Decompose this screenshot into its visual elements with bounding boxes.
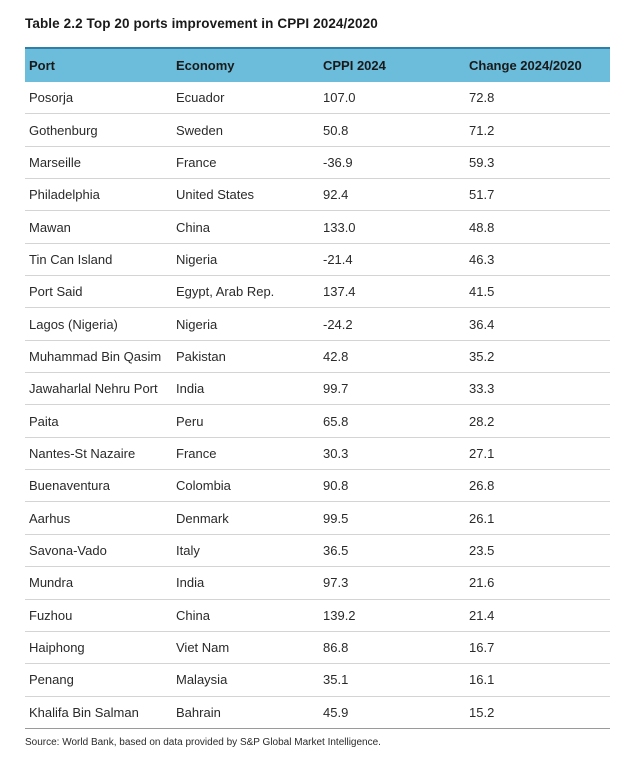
- cppi-2024-cell: 36.5: [319, 534, 465, 566]
- port-cell: Fuzhou: [25, 599, 172, 631]
- economy-cell: United States: [172, 179, 319, 211]
- port-cell: Tin Can Island: [25, 243, 172, 275]
- change-cell: 59.3: [465, 146, 610, 178]
- economy-cell: Colombia: [172, 470, 319, 502]
- port-cell: Muhammad Bin Qasim: [25, 340, 172, 372]
- table-row: [25, 340, 610, 372]
- change-cell: 51.7: [465, 179, 610, 211]
- column-header-port: Port: [29, 58, 55, 73]
- port-cell: Posorja: [25, 82, 172, 114]
- port-cell: Paita: [25, 405, 172, 437]
- port-cell: Port Said: [25, 276, 172, 308]
- cppi-2024-cell: 99.5: [319, 502, 465, 534]
- change-cell: 26.1: [465, 502, 610, 534]
- economy-cell: Nigeria: [172, 308, 319, 340]
- cppi-2024-cell: -24.2: [319, 308, 465, 340]
- cppi-2024-cell: 137.4: [319, 276, 465, 308]
- table-body: [25, 82, 610, 728]
- cppi-2024-cell: 97.3: [319, 567, 465, 599]
- port-cell: Jawaharlal Nehru Port: [25, 373, 172, 405]
- change-cell: 21.4: [465, 599, 610, 631]
- change-cell: 41.5: [465, 276, 610, 308]
- change-cell: 48.8: [465, 211, 610, 243]
- economy-cell: Malaysia: [172, 664, 319, 696]
- change-cell: 15.2: [465, 696, 610, 728]
- port-cell: Savona-Vado: [25, 534, 172, 566]
- change-cell: 26.8: [465, 470, 610, 502]
- table-row: [25, 502, 610, 534]
- economy-cell: Pakistan: [172, 340, 319, 372]
- table-row: [25, 437, 610, 469]
- cppi-2024-cell: 92.4: [319, 179, 465, 211]
- change-cell: 72.8: [465, 82, 610, 114]
- table-row: [25, 373, 610, 405]
- cppi-2024-cell: 42.8: [319, 340, 465, 372]
- port-cell: Nantes-St Nazaire: [25, 437, 172, 469]
- table-row: [25, 664, 610, 696]
- table-row: [25, 631, 610, 663]
- change-cell: 46.3: [465, 243, 610, 275]
- table-row: [25, 308, 610, 340]
- cppi-2024-cell: 50.8: [319, 114, 465, 146]
- economy-cell: China: [172, 599, 319, 631]
- port-cell: Khalifa Bin Salman: [25, 696, 172, 728]
- cppi-2024-cell: 99.7: [319, 373, 465, 405]
- table-row: [25, 211, 610, 243]
- port-cell: Aarhus: [25, 502, 172, 534]
- port-cell: Philadelphia: [25, 179, 172, 211]
- column-header-cppi-2024: CPPI 2024: [323, 58, 386, 73]
- port-cell: Marseille: [25, 146, 172, 178]
- economy-cell: Bahrain: [172, 696, 319, 728]
- table-row: [25, 567, 610, 599]
- table-row: [25, 599, 610, 631]
- economy-cell: Denmark: [172, 502, 319, 534]
- change-cell: 16.7: [465, 631, 610, 663]
- economy-cell: India: [172, 373, 319, 405]
- table-row: [25, 470, 610, 502]
- table-header: [25, 48, 610, 82]
- economy-cell: Peru: [172, 405, 319, 437]
- change-cell: 21.6: [465, 567, 610, 599]
- cppi-2024-cell: 107.0: [319, 82, 465, 114]
- port-cell: Mawan: [25, 211, 172, 243]
- table-row: [25, 696, 610, 728]
- change-cell: 27.1: [465, 437, 610, 469]
- cppi-2024-cell: -21.4: [319, 243, 465, 275]
- cppi-2024-cell: -36.9: [319, 146, 465, 178]
- cppi-2024-cell: 35.1: [319, 664, 465, 696]
- economy-cell: France: [172, 146, 319, 178]
- table-row: [25, 243, 610, 275]
- economy-cell: Viet Nam: [172, 631, 319, 663]
- change-cell: 28.2: [465, 405, 610, 437]
- cppi-2024-cell: 30.3: [319, 437, 465, 469]
- economy-cell: Nigeria: [172, 243, 319, 275]
- economy-cell: Sweden: [172, 114, 319, 146]
- cppi-2024-cell: 45.9: [319, 696, 465, 728]
- economy-cell: China: [172, 211, 319, 243]
- port-cell: Buenaventura: [25, 470, 172, 502]
- table-row: [25, 146, 610, 178]
- change-cell: 33.3: [465, 373, 610, 405]
- cppi-2024-cell: 139.2: [319, 599, 465, 631]
- port-cell: Penang: [25, 664, 172, 696]
- port-cell: Haiphong: [25, 631, 172, 663]
- economy-cell: Ecuador: [172, 82, 319, 114]
- table-row: [25, 405, 610, 437]
- cppi-2024-cell: 65.8: [319, 405, 465, 437]
- table-title: Table 2.2 Top 20 ports improvement in CPPI 2024/2020: [25, 16, 378, 31]
- column-header-economy: Economy: [176, 58, 235, 73]
- cppi-2024-cell: 133.0: [319, 211, 465, 243]
- ports-table: [25, 47, 610, 729]
- economy-cell: Italy: [172, 534, 319, 566]
- table-row: [25, 179, 610, 211]
- header-row: [25, 48, 610, 82]
- change-cell: 23.5: [465, 534, 610, 566]
- table-row: [25, 534, 610, 566]
- cppi-2024-cell: 90.8: [319, 470, 465, 502]
- table-row: [25, 82, 610, 114]
- port-cell: Mundra: [25, 567, 172, 599]
- column-header-change: Change 2024/2020: [469, 58, 582, 73]
- change-cell: 71.2: [465, 114, 610, 146]
- source-note: Source: World Bank, based on data provided by S&P Global Market Intelligence.: [25, 737, 381, 748]
- cppi-2024-cell: 86.8: [319, 631, 465, 663]
- change-cell: 36.4: [465, 308, 610, 340]
- change-cell: 16.1: [465, 664, 610, 696]
- port-cell: Gothenburg: [25, 114, 172, 146]
- economy-cell: India: [172, 567, 319, 599]
- table-row: [25, 114, 610, 146]
- port-cell: Lagos (Nigeria): [25, 308, 172, 340]
- economy-cell: France: [172, 437, 319, 469]
- change-cell: 35.2: [465, 340, 610, 372]
- economy-cell: Egypt, Arab Rep.: [172, 276, 319, 308]
- table-row: [25, 276, 610, 308]
